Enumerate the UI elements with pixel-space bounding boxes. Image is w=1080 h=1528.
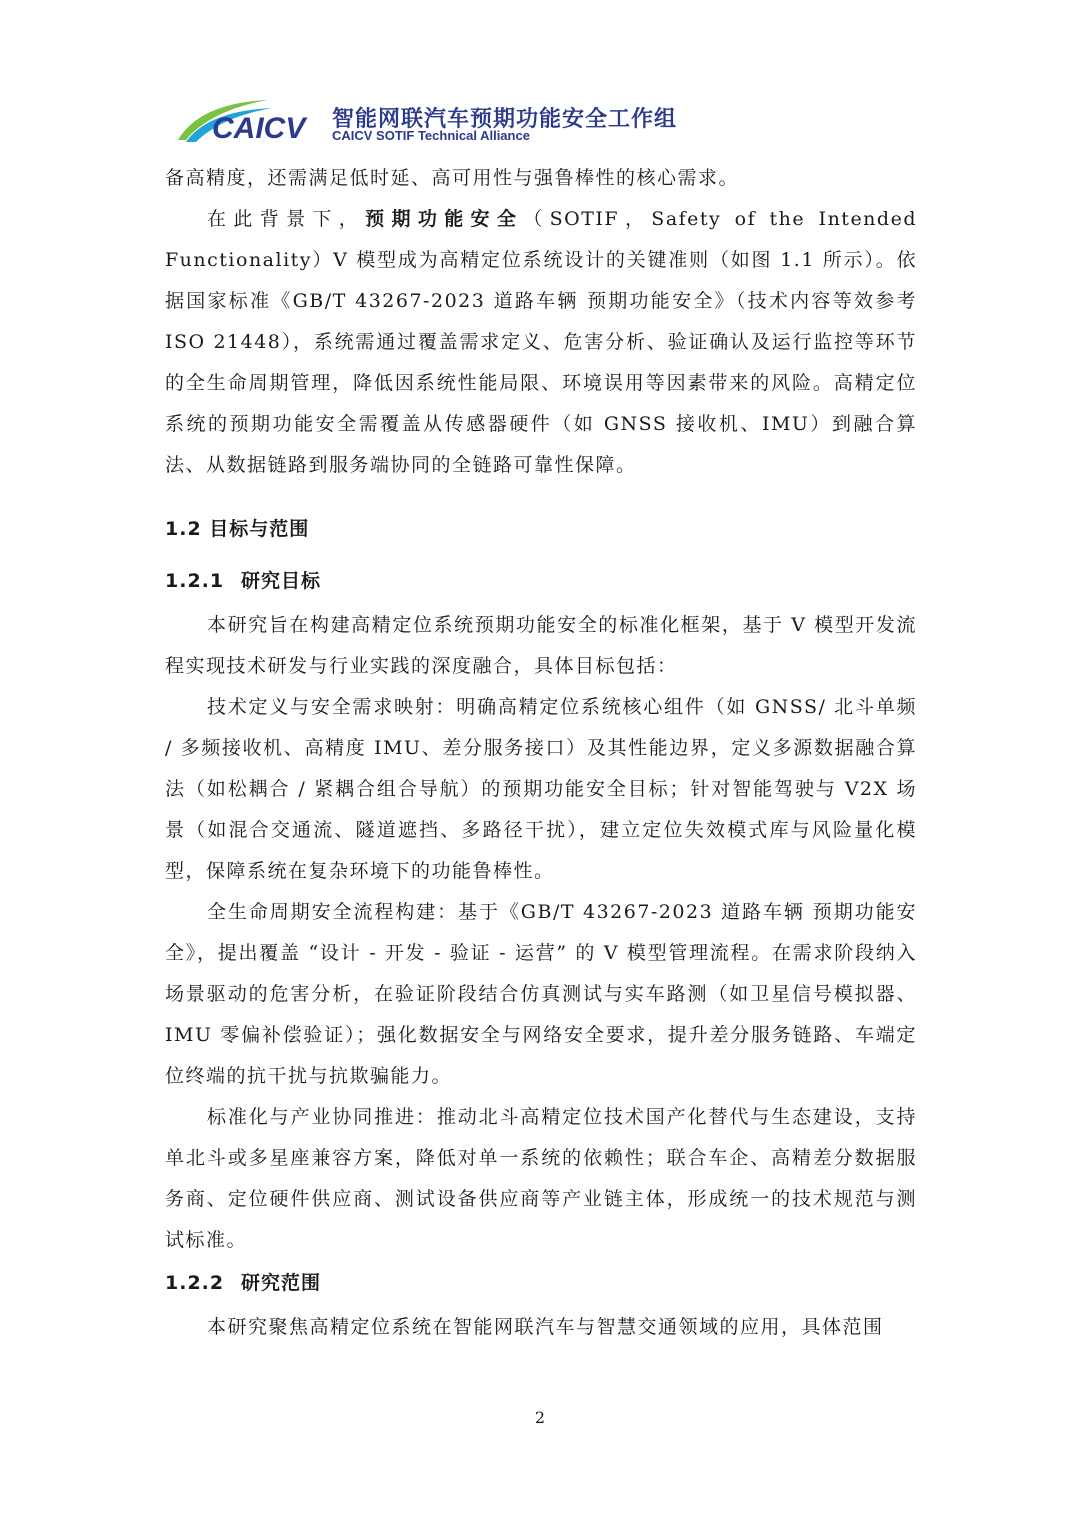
subsection-heading-scope <box>165 1263 917 1303</box>
page-number: 2 <box>534 1408 546 1427</box>
subsection-number: 1.2.2 <box>165 1272 225 1294</box>
paragraph-lead: 在此背景下， <box>207 208 366 230</box>
subsection-heading-goals <box>165 561 917 601</box>
document-body <box>165 158 917 1348</box>
org-name-cn: 智能网联汽车预期功能安全工作组 <box>332 107 678 132</box>
document-header <box>172 96 678 148</box>
logo-wordmark: CAICV <box>212 112 306 145</box>
subsection-title: 研究目标 <box>241 570 322 592</box>
paragraph-bold-term: 预期功能安全 <box>365 208 524 230</box>
caicv-logo-icon <box>172 96 324 146</box>
paragraph-rest: （SOTIF，Safety of the Intended Functionality）V 模型成为高精定位系统设计的关键准则（如图 1.1 所示）。依据国家标准《GB/T 43267-2023 道路车辆 预期功能安全》（技术内容等效参考 ISO 21448），系统需通过覆盖需求定义、危害分析、验证确认及运行监控等环节的全生命周期管理，降低因系统性能局限、环境误用等因素带来的风险。高精定位系统的预期功能安全需覆盖从传感器硬件（如 GNSS 接收机、IMU）到融合算法、从数据链路到服务端协同的全链路可靠性保障。 <box>165 208 917 476</box>
subsection-title: 研究范围 <box>241 1272 322 1294</box>
paragraph-goal-standardization: 标准化与产业协同推进：推动北斗高精定位技术国产化替代与生态建设，支持单北斗或多星座兼容方案，降低对单一系统的依赖性；联合车企、高精差分数据服务商、定位硬件供应商、测试设备供应商等产业链主体，形成统一的技术规范与测试标准。 <box>165 1106 917 1251</box>
paragraph-continued: 备高精度，还需满足低时延、高可用性与强鲁棒性的核心需求。 <box>165 167 740 189</box>
paragraph-goals-intro: 本研究旨在构建高精定位系统预期功能安全的标准化框架，基于 V 模型开发流程实现技术研发与行业实践的深度融合，具体目标包括： <box>165 614 917 677</box>
paragraph-scope: 本研究聚焦高精定位系统在智能网联汽车与智慧交通领域的应用，具体范围 <box>207 1316 884 1338</box>
org-name-en: CAICV SOTIF Technical Alliance <box>332 128 530 143</box>
paragraph-goal-lifecycle: 全生命周期安全流程构建：基于《GB/T 43267-2023 道路车辆 预期功能安全》，提出覆盖 “设计 - 开发 - 验证 - 运营” 的 V 模型管理流程。在需求阶段纳入场景驱动的危害分析，在验证阶段结合仿真测试与实车路测（如卫星信号模拟器、IMU 零偏补偿验证）；强化数据安全与网络安全要求，提升差分服务链路、车端定位终端的抗干扰与抗欺骗能力。 <box>165 901 917 1087</box>
paragraph-sotif-background <box>165 199 917 486</box>
section-heading: 1.2 目标与范围 <box>165 518 310 540</box>
paragraph-goal-tech-definition: 技术定义与安全需求映射：明确高精定位系统核心组件（如 GNSS/ 北斗单频 / 多频接收机、高精度 IMU、差分服务接口）及其性能边界，定义多源数据融合算法（如松耦合 / 紧耦合组合导航）的预期功能安全目标；针对智能驾驶与 V2X 场景（如混合交通流、隧道遮挡、多路径干扰），建立定位失效模式库与风险量化模型，保障系统在复杂环境下的功能鲁棒性。 <box>165 696 917 882</box>
subsection-number: 1.2.1 <box>165 570 225 592</box>
